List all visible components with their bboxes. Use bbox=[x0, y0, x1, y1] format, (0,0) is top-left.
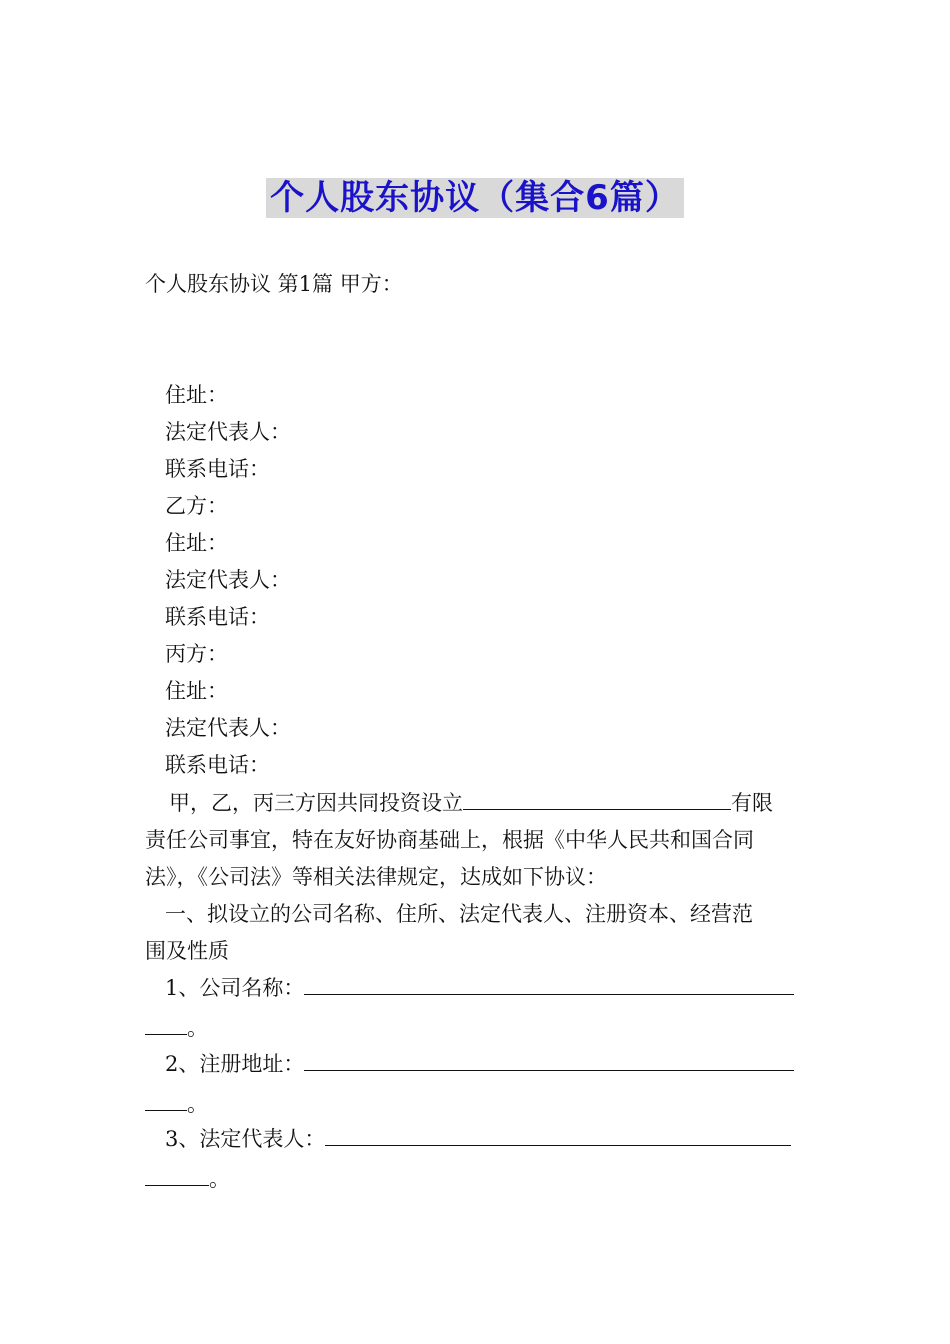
company-name-blank bbox=[463, 787, 731, 810]
section-1-line-1: 一、拟设立的公司名称、住所、法定代表人、注册资本、经营范 bbox=[165, 902, 753, 926]
intro-line-2: 责任公司事宜，特在友好协商基础上，根据《中华人民共和国合同 bbox=[145, 828, 754, 852]
heading-line: 个人股东协议 第1篇 甲方： bbox=[145, 272, 403, 296]
intro-part-2: 有限 bbox=[731, 791, 773, 815]
party-a-legal-rep: 法定代表人： bbox=[165, 420, 291, 444]
item-1-line bbox=[145, 970, 830, 1007]
item-2-label: 2、注册地址： bbox=[165, 1052, 305, 1076]
party-a-phone: 联系电话： bbox=[165, 457, 270, 481]
item-2-line bbox=[145, 1046, 830, 1083]
item-3-blank bbox=[325, 1123, 791, 1146]
party-c-legal-rep: 法定代表人： bbox=[165, 716, 291, 740]
item-3-blank-cont bbox=[145, 1163, 209, 1186]
party-c-label: 丙方： bbox=[165, 642, 228, 666]
item-3-continuation bbox=[145, 1161, 810, 1198]
intro-line-1 bbox=[145, 785, 810, 822]
document-title: 个人股东协议（集合6篇） bbox=[266, 178, 684, 218]
party-c-address: 住址： bbox=[165, 679, 228, 703]
item-2-end: 。 bbox=[187, 1092, 208, 1116]
party-b-phone: 联系电话： bbox=[165, 605, 270, 629]
section-1-line-2: 围及性质 bbox=[145, 939, 229, 963]
intro-part-1: 甲，乙，丙三方因共同投资设立 bbox=[169, 791, 463, 815]
party-b-legal-rep: 法定代表人： bbox=[165, 568, 291, 592]
item-2-continuation bbox=[145, 1086, 810, 1123]
item-1-blank bbox=[304, 972, 794, 995]
item-1-end: 。 bbox=[187, 1016, 208, 1040]
item-2-blank bbox=[304, 1048, 794, 1071]
item-1-blank-cont bbox=[145, 1012, 187, 1035]
item-1-continuation bbox=[145, 1010, 810, 1047]
item-3-line bbox=[145, 1121, 830, 1158]
item-1-label: 1、公司名称： bbox=[165, 976, 305, 1000]
item-3-label: 3、法定代表人： bbox=[165, 1127, 326, 1151]
party-c-phone: 联系电话： bbox=[165, 753, 270, 777]
intro-line-3: 法》，《公司法》等相关法律规定，达成如下协议： bbox=[145, 865, 607, 889]
title-wrapper bbox=[0, 178, 950, 218]
item-2-blank-cont bbox=[145, 1088, 187, 1111]
party-b-label: 乙方： bbox=[165, 494, 228, 518]
party-a-address: 住址： bbox=[165, 383, 228, 407]
party-b-address: 住址： bbox=[165, 531, 228, 555]
item-3-end: 。 bbox=[209, 1167, 230, 1191]
